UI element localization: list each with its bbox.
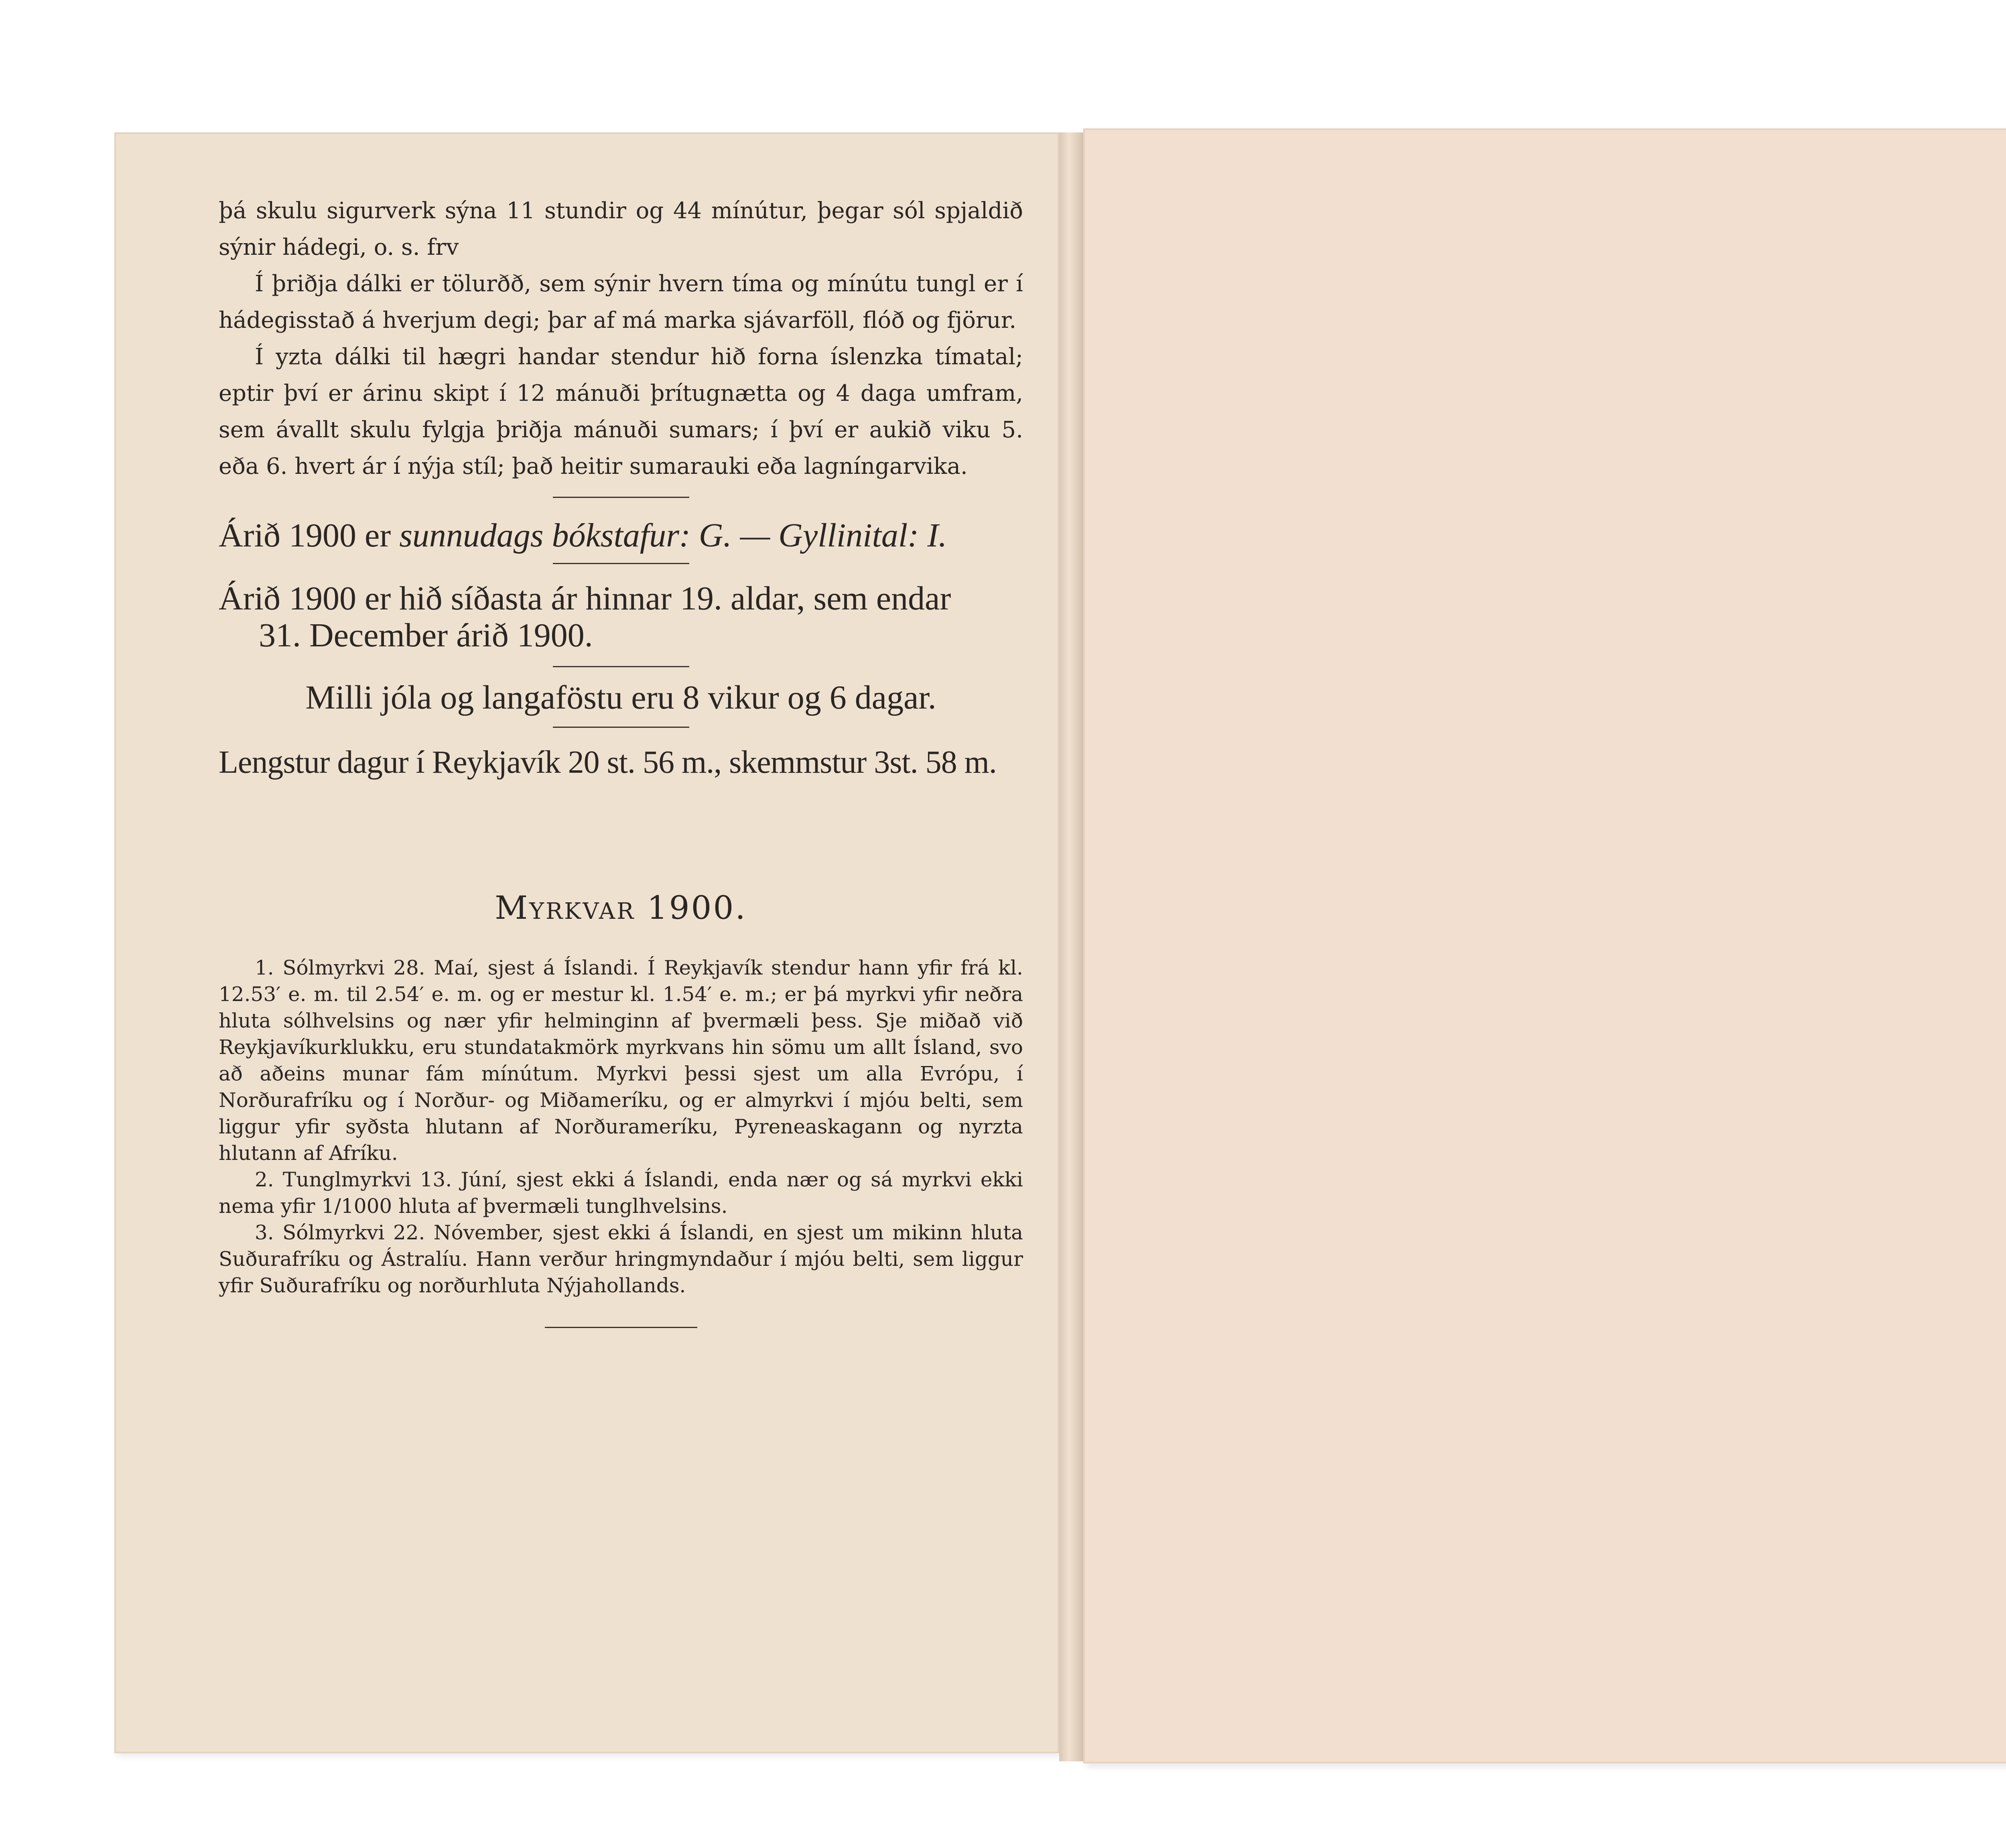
sunday-letter-line — [219, 517, 1023, 554]
century-line — [219, 580, 1023, 654]
paragraph-sundial: þá skulu sigurverk sýna 11 stundir og 44 mínútur, þegar sól spjaldið sýnir hádegi, o. s. frv — [219, 198, 1023, 260]
eclipse-heading: Myrkvar 1900. — [495, 889, 747, 926]
divider-rule — [553, 727, 689, 728]
eclipse-item-2: 2. Tunglmyrkvi 13. Júní, sjest ekki á Íslandi, enda nær og sá myrkvi ekki nema yfir 1/1000 hluta af þvermæli tunglhvelsins. — [219, 1168, 1023, 1218]
sunday-letter-prefix: Árið 1900 er — [219, 517, 400, 554]
paragraph-tide: Í þriðja dálki er tölurðð, sem sýnir hvern tíma og mínútu tungl er í hádegisstað á hverjum degi; þar af má marka sjávarföll, flóð og fjörur. — [219, 271, 1023, 333]
lent-line: Milli jóla og langaföstu eru 8 vikur og 6 dagar. — [305, 679, 936, 716]
day-length-line: Lengstur dagur í Reykjavík 20 st. 56 m., skemmstur 3st. 58 m. — [219, 745, 997, 780]
divider-rule — [553, 666, 689, 667]
century-line-1: Árið 1900 er hið síðasta ár hinnar 19. aldar, sem endar — [219, 580, 951, 617]
century-line-2: 31. December árið 1900. — [259, 617, 593, 654]
divider-rule — [545, 1327, 697, 1328]
divider-rule — [553, 497, 689, 498]
paragraph-old-calendar: Í yzta dálki til hægri handar stendur hið forna íslenzka tímatal; eptir því er árinu skipt í 12 mánuði þrítugnætta og 4 daga umfram, sem ávallt skulu fylgja þriðja mánuði sumars; í því er aukið viku 5. eða 6. hvert ár í nýja stíl; það heitir sumarauki eða lagníngarvika. — [219, 344, 1023, 479]
divider-rule — [553, 563, 689, 564]
left-page-text — [219, 193, 1023, 1328]
book-gutter — [1059, 132, 1083, 1761]
eclipse-item-1: 1. Sólmyrkvi 28. Maí, sjest á Íslandi. Í Reykjavík stendur hann yfir frá kl. 12.53′ e. m. til 2.54′ e. m. og er mestur kl. 1.54′ e. m.; er þá myrkvi yfir neðra hluta sólhvelsins og nær yfir helminginn af þvermæli þess. Sje miðað við Reykjavíkurklukku, eru stundatakmörk myrkvans hin sömu um allt Ísland, svo að aðeins munar fám mínútum. Myrkvi þessi sjest um alla Evrópu, í Norðurafríku og í Norður- og Miðameríku, og er almyrkvi í mjóu belti, sem liggur yfir syðsta hlutann af Norðurameríku, Pyreneaskagann og nyrzta hlutann af Afríku. — [219, 956, 1023, 1165]
sunday-letter-italic: sunnudags bókstafur: G. — Gyllinital: I. — [399, 517, 947, 554]
eclipse-item-3: 3. Sólmyrkvi 22. Nóvember, sjest ekki á Íslandi, en sjest um mikinn hluta Suðurafríku og Ástralíu. Hann verður hringmyndaður í mjóu belti, sem liggur yfir Suðurafríku og norðurhluta Nýjahollands. — [219, 1221, 1023, 1297]
right-page-blank — [1083, 128, 2006, 1763]
